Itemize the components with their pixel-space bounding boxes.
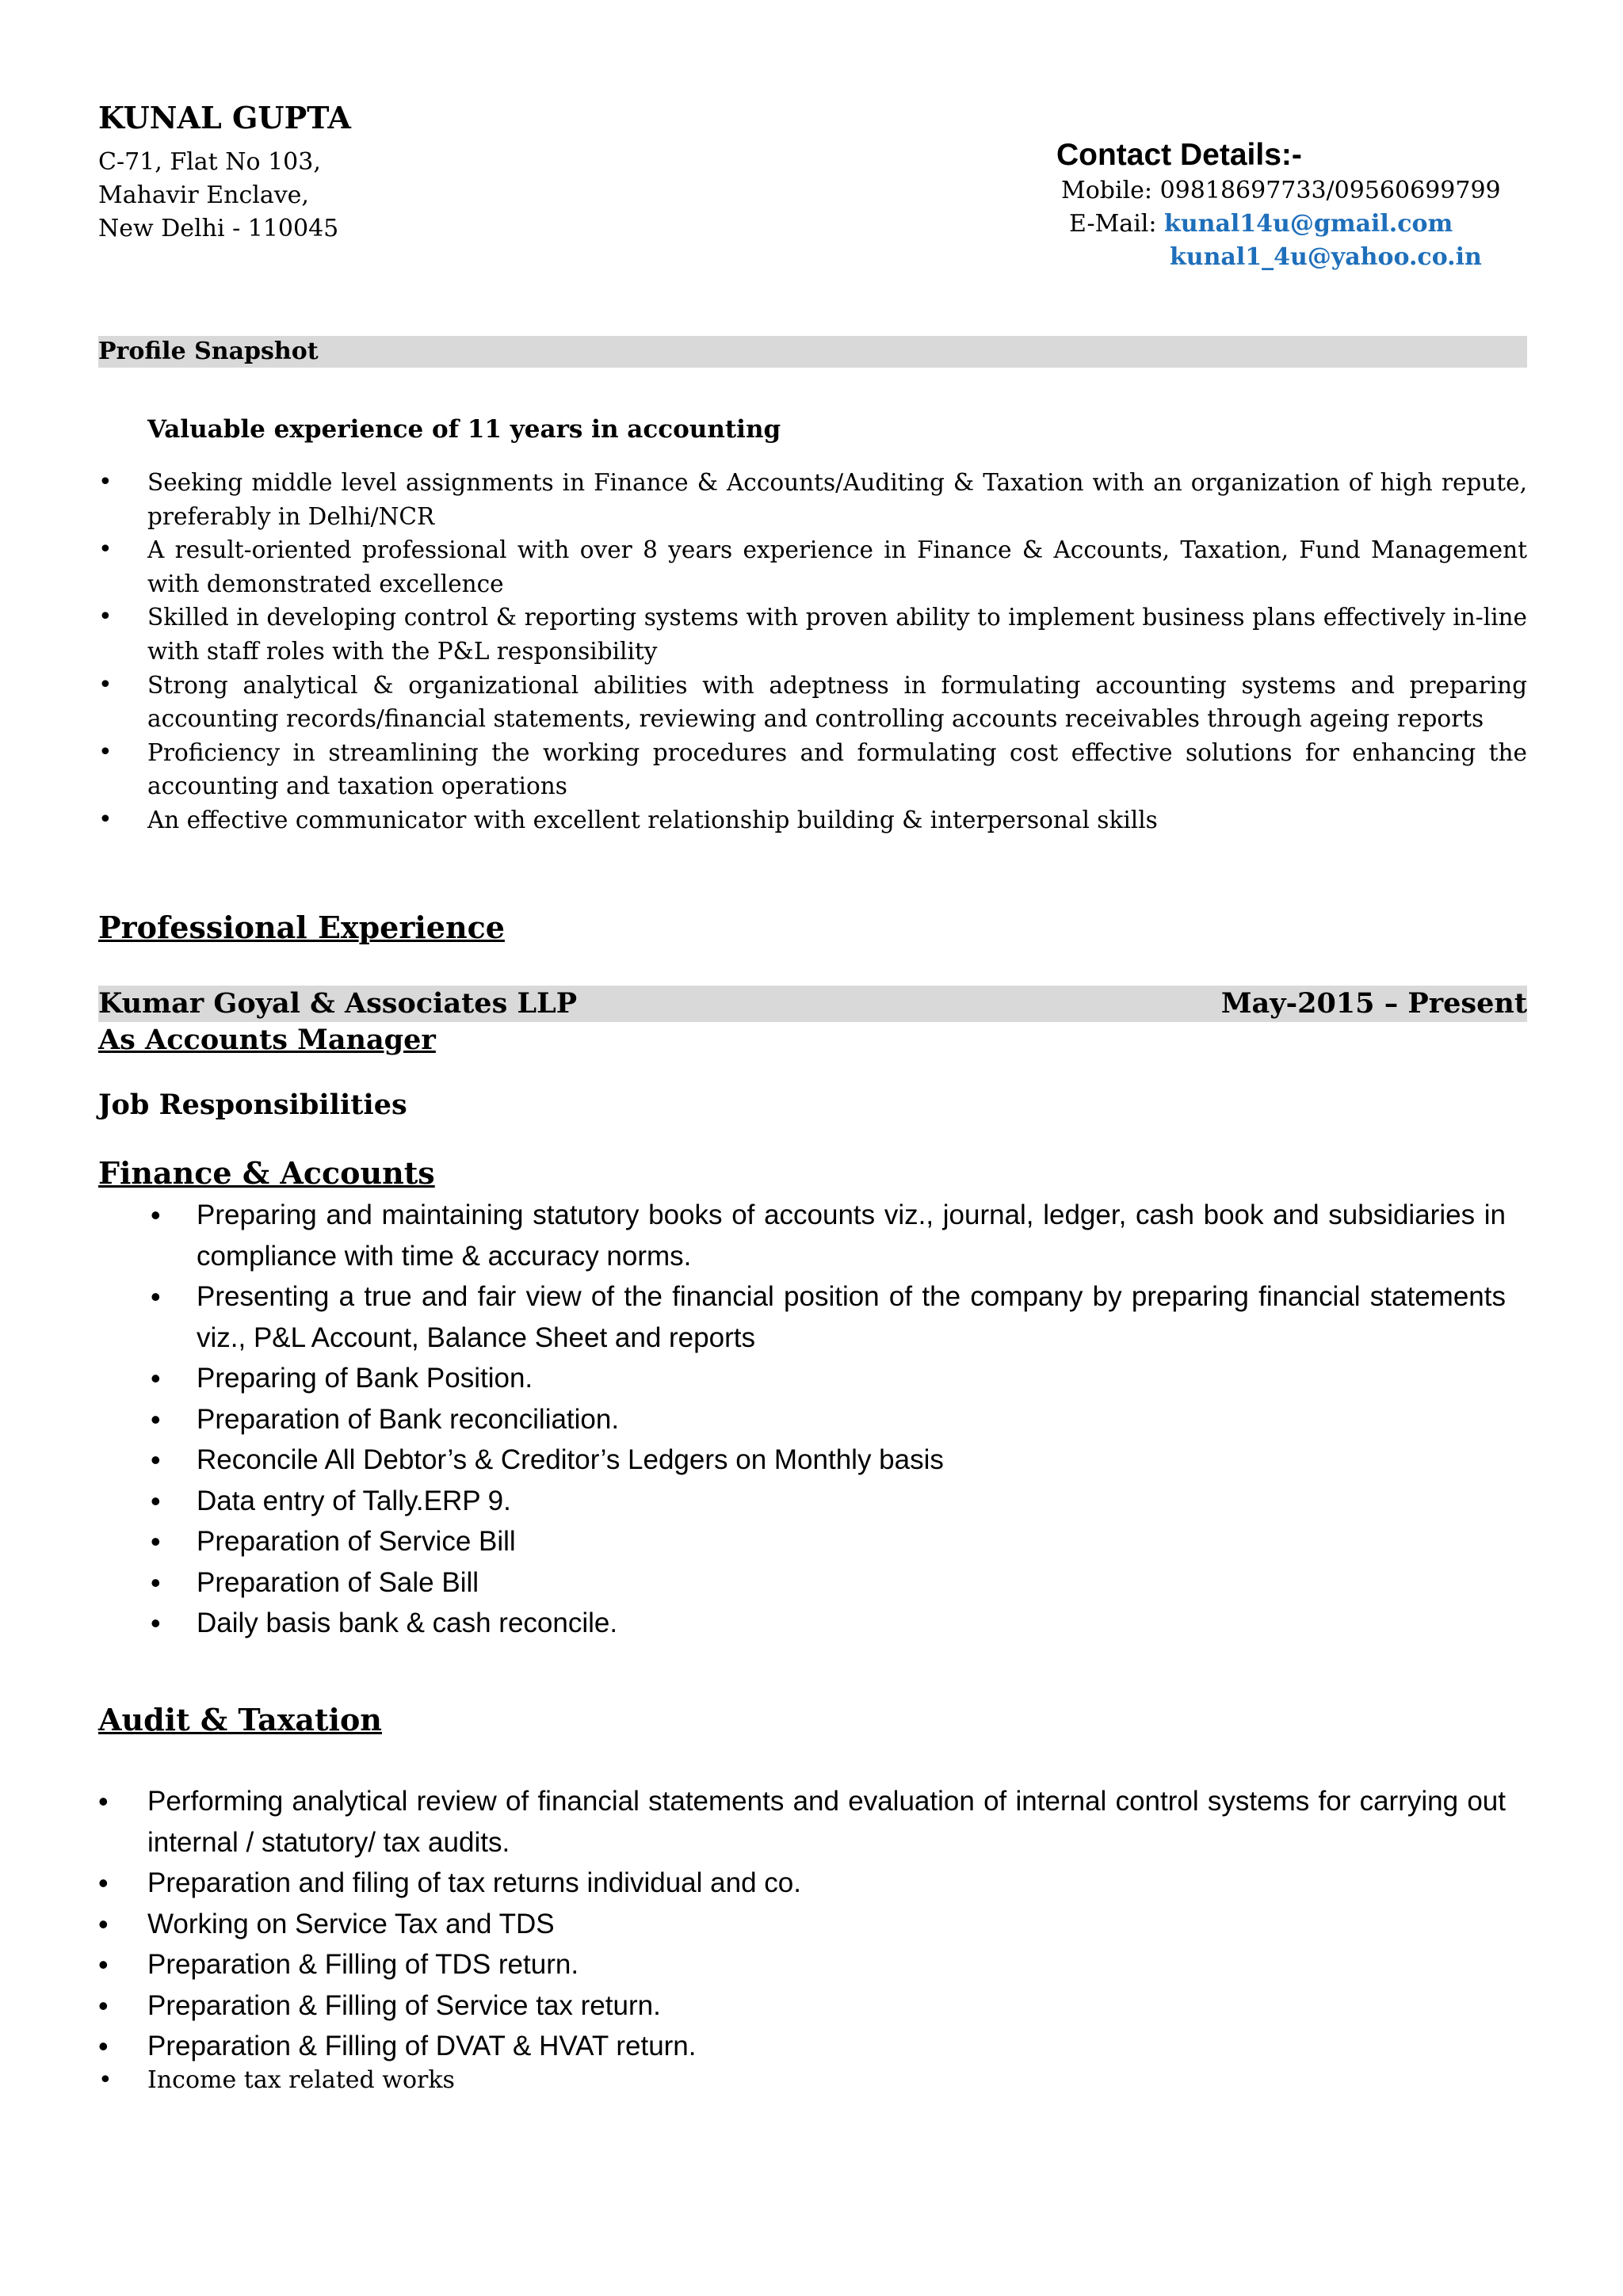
list-item: • Daily basis bank & cash reconcile.	[147, 1603, 1506, 1644]
email-label: E-Mail:	[1069, 210, 1157, 238]
list-item: • Data entry of Tally.ERP 9.	[147, 1481, 1506, 1522]
company-bar	[98, 986, 1527, 1022]
list-item: • Preparing and maintaining statutory books of accounts viz., journal, ledger, cash book and subsidiaries in compliance with time & accuracy norms.	[147, 1195, 1506, 1276]
address-line: New Delhi - 110045	[98, 215, 339, 242]
employment-period: May-2015 – Present	[1220, 987, 1527, 1020]
profile-heading: Profile Snapshot	[98, 338, 319, 365]
email-link-primary[interactable]: kunal14u@gmail.com	[1164, 210, 1453, 238]
list-item: • Preparation of Bank reconciliation.	[147, 1399, 1506, 1440]
finance-heading: Finance & Accounts	[98, 1155, 435, 1191]
list-item: • Strong analytical & organizational abilities with adeptness in formulating accounting systems and preparing accounting records/financial statements, reviewing and controlling accounts receivables through ageing reports	[98, 669, 1527, 736]
list-item: • Skilled in developing control & reporting systems with proven ability to implement business plans effectively in-line with staff roles with the P&L responsibility	[98, 601, 1527, 668]
list-item: • Preparation & Filling of TDS return.	[98, 1944, 1506, 1985]
list-item: • Preparation and filing of tax returns individual and co.	[98, 1863, 1506, 1904]
profile-list	[98, 466, 1527, 837]
address-line: C-71, Flat No 103,	[98, 148, 321, 176]
contact-title: Contact Details:-	[1056, 138, 1302, 172]
address-line: Mahavir Enclave,	[98, 181, 309, 209]
list-item: • A result-oriented professional with over 8 years experience in Finance & Accounts, Taxation, Fund Management with demonstrated excellence	[98, 533, 1527, 601]
list-item-text: Income tax related works	[147, 2066, 455, 2094]
address-block	[98, 146, 338, 246]
candidate-name: KUNAL GUPTA	[98, 100, 351, 135]
mobile-label: Mobile:	[1061, 177, 1153, 204]
audit-list	[98, 1781, 1506, 2067]
mobile-number: 09818697733/09560699799	[1159, 177, 1501, 204]
email-link-secondary[interactable]: kunal1_4u@yahoo.co.in	[1170, 243, 1482, 271]
list-item: • Preparing of Bank Position.	[147, 1358, 1506, 1399]
job-responsibilities-heading: Job Responsibilities	[98, 1089, 407, 1121]
profile-heading-bar	[98, 336, 1527, 368]
list-item: • Proficiency in streamlining the working procedures and formulating cost effective solutions for enhancing the accounting and taxation operations	[98, 736, 1527, 803]
list-item: • Performing analytical review of financial statements and evaluation of internal control systems for carrying out internal / statutory/ tax audits.	[98, 1781, 1506, 1863]
list-item: • Preparation & Filling of Service tax return.	[98, 1985, 1506, 2027]
list-item: • Working on Service Tax and TDS	[98, 1904, 1506, 1945]
list-item: • Preparation of Sale Bill	[147, 1562, 1506, 1604]
list-item: • An effective communicator with excellent relationship building & interpersonal skills	[98, 803, 1527, 837]
list-item: • Preparation & Filling of DVAT & HVAT return.	[98, 2026, 1506, 2067]
finance-list	[147, 1195, 1506, 1644]
contact-block	[1056, 136, 1501, 274]
list-item: • Preparation of Service Bill	[147, 1521, 1506, 1562]
bullet-icon: •	[98, 2066, 113, 2094]
company-name: Kumar Goyal & Associates LLP	[98, 987, 578, 1020]
list-item: • Presenting a true and fair view of the financial position of the company by preparing financial statements viz., P&L Account, Balance Sheet and reports	[147, 1276, 1506, 1358]
job-role: As Accounts Manager	[98, 1024, 436, 1056]
experience-heading: Professional Experience	[98, 910, 505, 945]
profile-highlight: Valuable experience of 11 years in accounting	[147, 415, 781, 444]
email-row	[1069, 208, 1501, 274]
audit-heading: Audit & Taxation	[98, 1702, 382, 1737]
mobile-row	[1061, 174, 1501, 208]
list-item: • Reconcile All Debtor’s & Creditor’s Ledgers on Monthly basis	[147, 1440, 1506, 1481]
list-item: • Seeking middle level assignments in Finance & Accounts/Auditing & Taxation with an organization of high repute, preferably in Delhi/NCR	[98, 466, 1527, 533]
